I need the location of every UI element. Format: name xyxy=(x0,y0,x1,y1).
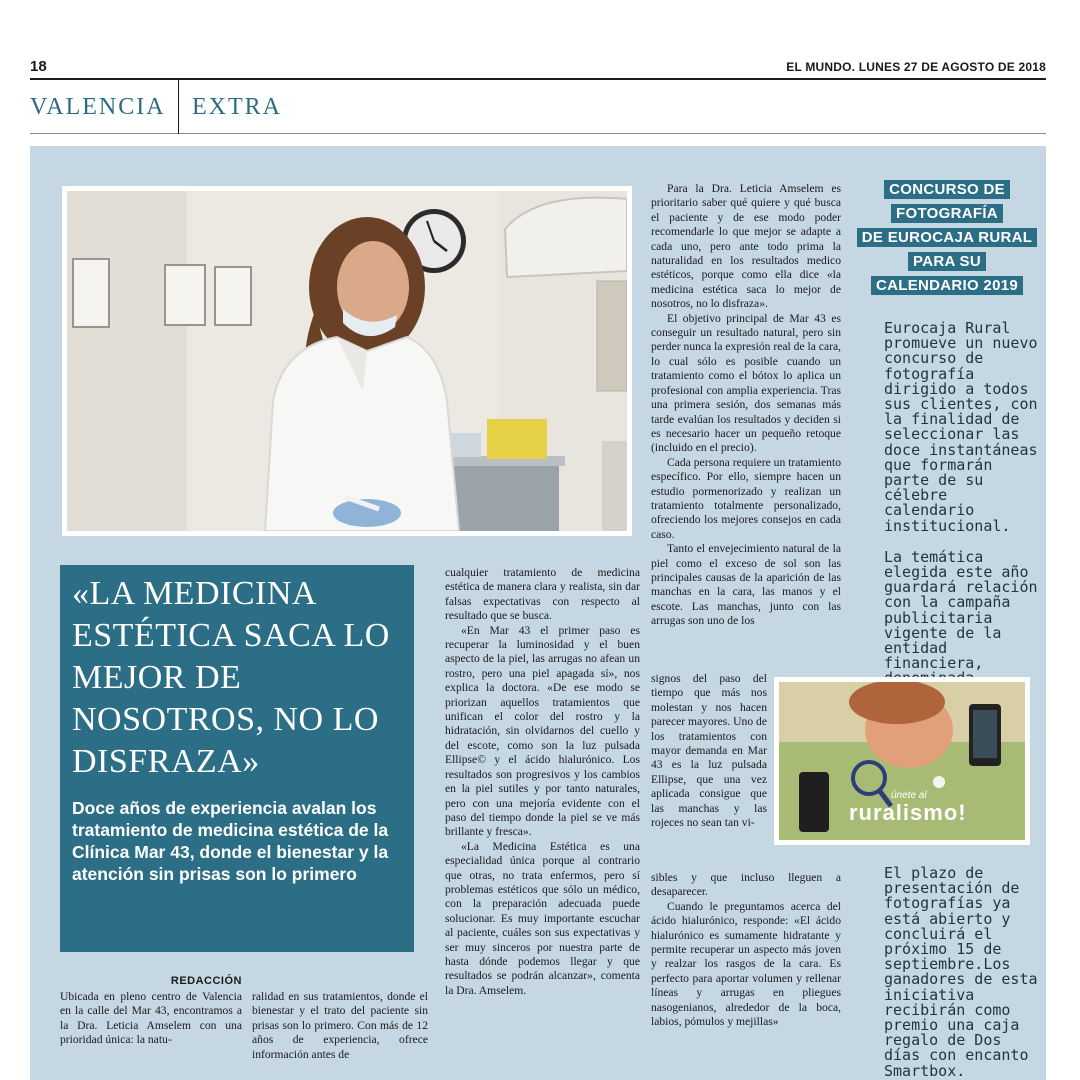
article-photo xyxy=(67,191,627,531)
article-paragraph: cualquier tratamiento de medicina estética de manera clara y realista, sin dar falsas expectativas con respecto al resultado que se busca. xyxy=(445,566,640,623)
promo-image xyxy=(779,682,1025,840)
article-photo-frame xyxy=(62,186,632,536)
mirror xyxy=(597,281,627,391)
sidebar-paragraph: Eurocaja Rural promueve un nuevo concurso de fotografía dirigido a todos sus clientes, con la finalidad de seleccionar las doce instantáneas que formarán parte de su célebre calendario institucional. xyxy=(884,319,1038,535)
article-column-1 xyxy=(60,975,242,1048)
article-paragraph: Tanto el envejecimiento natural de la piel como el exceso de sol son las principales causas de la aparición de las manchas en la cara, las manos y el escote. Las manchas, junto con las arrugas son uno de los xyxy=(651,542,841,628)
promo-caption-small: únete al xyxy=(891,790,927,801)
promo-title-line: CONCURSO DE xyxy=(884,180,1010,199)
sharps-container xyxy=(487,419,547,459)
article-paragraph: Para la Dra. Leticia Amselem es prioritario saber qué quiere y qué busca el paciente y de ese modo poder recomendarle lo que mejor se adapte a cada uno, pero ante todo prima la naturalidad en los resultados medico estéticos, porque como ella dice «la medicina estética saca lo mejor de nosotros, no lo disfraza». xyxy=(651,182,841,311)
byline: REDACCIÓN xyxy=(170,975,242,987)
article-paragraph: Cuando le preguntamos acerca del ácido hialurónico, responde: «El ácido hialurónico es sumamente hidratante y permite recuperar un aspecto más joven y realzar los rasgos de la cara. Es perfecto para aportar volumen y rellenar líneas y arrugas en pliegues nasogenianos, alrededor de la boca, labios, pómulos y mejillas» xyxy=(651,899,841,1029)
subsection-name: EXTRA xyxy=(192,94,282,120)
pull-quote: «LA MEDICINA ESTÉTICA SACA LO MEJOR DE NOSOTROS, NO LO DISFRAZA» xyxy=(72,575,390,780)
promo-title-line: PARA SU xyxy=(908,252,986,271)
article-column-3 xyxy=(445,566,640,998)
section-bar xyxy=(30,80,1046,134)
promo-title-line: DE EUROCAJA RURAL xyxy=(857,228,1037,247)
article-paragraph: Cada persona requiere un tratamiento específico. Por ello, siempre hacen un estudio pormenorizado y realizan un tratamiento totalmente personalizado, ofreciendo los mejores consejos en cada caso. xyxy=(651,455,841,541)
article-paragraph: signos del paso del tiempo que más nos molestan y nos hacen parecer mayores. Uno de los tratamientos con mayor demanda en Mar 43 es la luz pulsada Ellipse, que una vez aplicada consigue que las manchas y las rojeces no sean tan vi- xyxy=(651,672,767,830)
section-divider xyxy=(178,80,179,134)
promo-title-line: FOTOGRAFÍA xyxy=(891,204,1003,223)
article-column-2 xyxy=(252,990,428,1062)
article-paragraph: «En Mar 43 el primer paso es recuperar la luminosidad y el buen aspecto de la piel, las arrugas no afean un rostro, pero una piel apagada sí», nos explica la doctora. «De ese modo se priorizan aquellos tratamientos que unifican el color del rostro y la hidratación, sin olvidarnos del cuello y del escote, como son la luz pulsada Ellipse© y el ácido hialurónico. Los resultados son progresivos y los cambios en la piel sutiles y por tanto naturales, pero con una mejoría evidente con el paso del tiempo donde la piel se ve más brillante y fresca». xyxy=(445,623,640,839)
section-name: VALENCIA xyxy=(30,94,166,120)
diploma-frame xyxy=(215,267,251,325)
article-paragraph: «La Medicina Estética es una especialidad única porque al contrario que otras, no trata enfermos, pero sí problemas estéticos que sólo un médico, con la preparación adecuada puede solucionar. Es muy importante escuchar al paciente, cuáles son sus expectativas y ser muy sinceros por nuestra parte de hasta dónde podemos llegar y que resultados se podrán alcanzar», comenta la Dra. Amselem. xyxy=(445,839,640,997)
pull-quote-subtitle: Doce años de experiencia avalan los tratamiento de medicina estética de la Clínica Mar 43, donde el bienestar y la atención sin prisas son lo primero xyxy=(72,798,389,884)
sidebar-paragraph: La temática elegida este año guardará relación con la campaña publicitaria vigente de la entidad financiera, xyxy=(884,547,1038,673)
masthead: EL MUNDO. LUNES 27 DE AGOSTO DE 2018 xyxy=(786,60,1046,74)
promo-image-frame xyxy=(774,677,1030,845)
article-paragraph: Ubicada en pleno centro de Valencia en la calle del Mar 43, encontramos a la Dra. Leticia Amselem con una prioridad única: la natu- xyxy=(60,990,242,1047)
sidebar-paragraph: El plazo de presentación de fotografías ya está abierto y concluirá el próximo 15 de septiembre.Los ganadores de esta iniciativa recibirán como premio una caja regalo de Dos días con encanto Smartbox. xyxy=(884,864,1038,1080)
clinic-photo-illustration xyxy=(67,191,627,531)
page-number: 18 xyxy=(30,58,47,75)
article-column-4-narrow xyxy=(651,672,767,830)
article-paragraph: El objetivo principal de Mar 43 es conseguir un resultado natural, pero sin perder nunca la expresión real de la cara, lo cual sólo es posible cuando un tratamiento como el bótox lo aplica un profesional con amplia experiencia. Tras una primera sesión, dos semanas más tarde evalúan los resultados y deciden si es necesario hacer un pequeño retoque (incluido en el precio). xyxy=(651,311,841,455)
promo-title xyxy=(854,180,1040,295)
pull-quote-box xyxy=(60,565,414,952)
article-paragraph: sibles y que incluso lleguen a desaparecer. xyxy=(651,871,841,899)
promo-caption: ruralismo! xyxy=(849,800,967,825)
phone-icon xyxy=(799,772,829,832)
sidebar-promo xyxy=(860,180,1040,702)
article-column-4 xyxy=(651,182,841,629)
promo-title-line: CALENDARIO 2019 xyxy=(871,276,1023,295)
article-column-4-bottom xyxy=(651,871,841,1029)
article-paragraph: ralidad en sus tratamientos, donde el bienestar y el trato del paciente sin prisas son lo primero. Con más de 12 años de experiencia, ofrece información antes de xyxy=(252,990,428,1061)
diploma-frame xyxy=(165,265,205,325)
diploma-frame xyxy=(73,259,109,327)
